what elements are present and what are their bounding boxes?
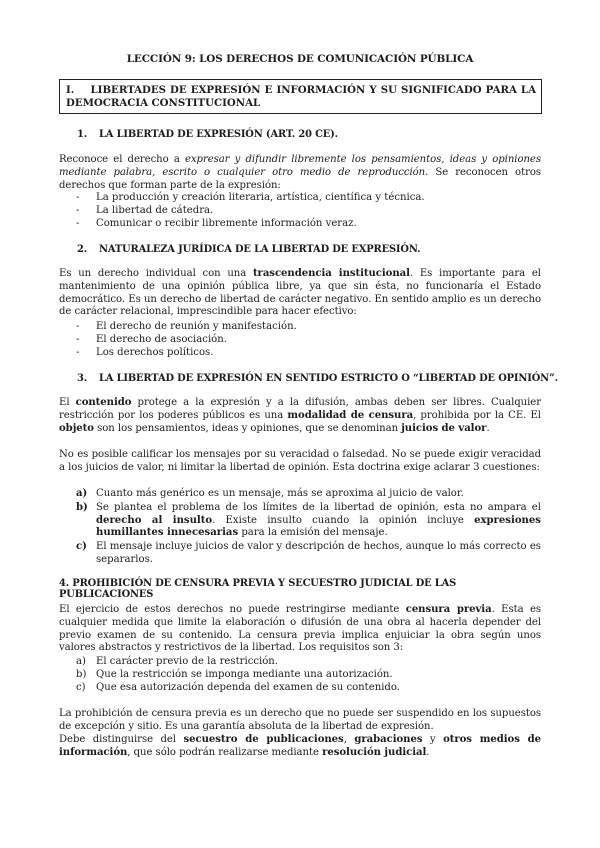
section-3-heading: 3. LA LIBERTAD DE EXPRESIÓN EN SENTIDO ESTRICTO O “LIBERTAD DE OPINIÓN”. xyxy=(77,373,558,384)
lesson-title: LECCIÓN 9: LOS DERECHOS DE COMUNICACIÓN PÚBLICA xyxy=(126,53,474,65)
section-1-list xyxy=(76,192,536,230)
section-3-paragraph-2: No es posible calificar los mensajes por su veracidad o falsedad. No se puede exigir veracidad a los juicios de valor, ni limitar la libertad de opinión. Esta doctrina exige aclarar 3 cuestiones: xyxy=(59,449,541,473)
list-item: - El derecho de reunión y manifestación. xyxy=(76,321,297,332)
section-3-list xyxy=(76,488,541,568)
section-1-paragraph: Reconoce el derecho a expresar y difundir libremente los pensamientos, ideas y opiniones mediante palabra, escrito o cualquier otro medio de reproducción. Se reconocen otros derechos que forman parte de la expresión: xyxy=(59,154,542,191)
section-2-heading: 2. NATURALEZA JURÍDICA DE LA LIBERTAD DE EXPRESIÓN. xyxy=(77,244,421,255)
boxed-section-heading: I. LIBERTADES DE EXPRESIÓN E INFORMACIÓN Y SU SIGNIFICADO PARA LA DEMOCRACIA CONSTITUCIONAL xyxy=(59,79,542,114)
list-item: b) Se plantea el problema de los límites de la libertad de opinión, esta no ampara el derecho al insulto. Existe insulto cuando la opinión incluye expresiones humillantes innecesarias para la emisión del mensaje. xyxy=(76,501,541,539)
section-3-paragraph-1: El contenido protege a la expresión y a la difusión, ambas deben ser libres. Cualquier restricción por los poderes públicos es una modalidad de censura, prohibida por la CE. El objeto son los pensamientos, ideas y opiniones, que se denominan juicios de valor. xyxy=(59,397,542,434)
list-item: c) El mensaje incluye juicios de valor y descripción de hechos, aunque lo más correcto es separarlos. xyxy=(76,541,541,565)
section-2-paragraph: Es un derecho individual con una trascendencia institucional. Es importante para el mantenimiento de una opinión pública libre, ya que sin ésta, no funcionaría el Estado democrático. Es un derecho de libertad de carácter negativo. En sentido amplio es un derecho de carácter relacional, imprescindible para hacer efectivo: xyxy=(59,268,541,318)
section-4-paragraph-2: La prohibición de censura previa es un derecho que no puede ser suspendido en los supuestos de excepción y sitio. Es una garantía absoluta de la libertad de expresión. xyxy=(59,708,541,732)
list-item: a) Cuanto más genérico es un mensaje, más se aproxima al juicio de valor. xyxy=(76,488,464,499)
list-item: - La libertad de cátedra. xyxy=(76,204,214,216)
list-item: - El derecho de asociación. xyxy=(76,333,227,345)
list-item: - Comunicar o recibir libremente información veraz. xyxy=(76,217,357,229)
list-item: a) El carácter previo de la restricción. xyxy=(76,656,279,667)
list-item: b) Que la restricción se imponga mediante una autorización. xyxy=(76,668,393,680)
section-2-list xyxy=(76,321,536,359)
list-item: - La producción y creación literaria, artística, científica y técnica. xyxy=(76,192,425,203)
list-item: c) Que esa autorización dependa del examen de su contenido. xyxy=(76,681,401,693)
section-1-heading: 1. LA LIBERTAD DE EXPRESIÓN (ART. 20 CE). xyxy=(77,129,338,140)
section-4-heading: 4. PROHIBICIÓN DE CENSURA PREVIA Y SECUESTRO JUDICIAL DE LAS PUBLICACIONES xyxy=(59,578,457,600)
list-item: - Los derechos políticos. xyxy=(76,346,214,358)
section-4-paragraph-1: El ejercicio de estos derechos no puede restringirse mediante censura previa. Esta es cualquier medida que limite la elaboración o difusión de una obra al hacerla depender del previo examen de su contenido. La censura previa implica enjuiciar la obra según unos valores abstractos y restrictivos de la libertad. Los requisitos son 3: xyxy=(59,604,542,654)
section-4-paragraph-3: Debe distinguirse del secuestro de publicaciones, grabaciones y otros medios de información, que sólo podrán realizarse mediante resolución judicial. xyxy=(59,734,541,758)
section-4-list xyxy=(76,656,541,694)
